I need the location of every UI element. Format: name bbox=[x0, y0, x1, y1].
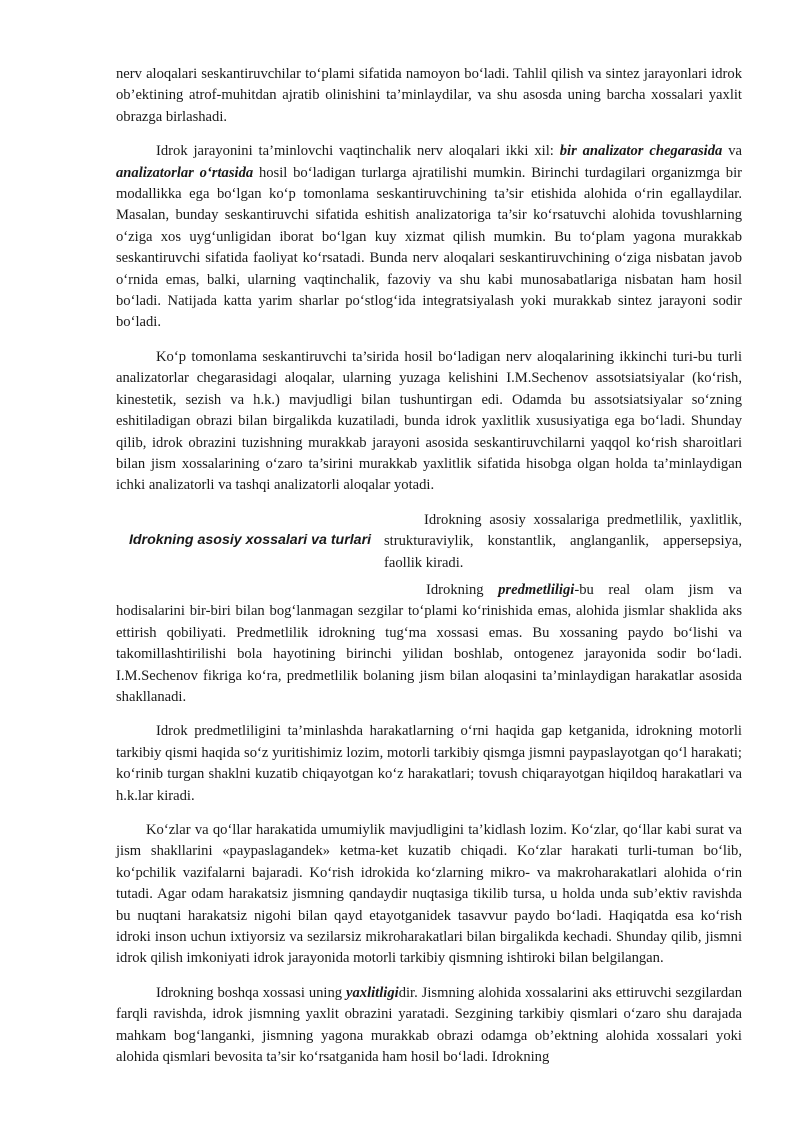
paragraph-5: Idrok predmetliligini ta’minlashda harakatlarning o‘rni haqida gap ketganida, idrokning motorli tarkibiy qismi haqida so‘z yuritishimiz lozim, motorli tarkibiy qismga jismni paypaslayotgan qo‘l harakati; ko‘rinib turgan shaklni kuzatib chiqayotgan ko‘z harakatlari; tovush chiqarayotgan hiqildoq harakatlari va h.k.lar kiradi. bbox=[116, 723, 742, 804]
text-run: Idrokning bbox=[426, 581, 499, 598]
emphasis-term: predmetliligi bbox=[498, 581, 575, 598]
text-run: dir. Jismning alohida xossalarini aks ettiruvchi sezgilardan farqli ravishda, idrok jismning yaxlit obrazini yaratadi. Sezgining tarkibiy qismlari o‘zaro shu darajada mahkam bog‘langanki, jismning yagona murakkab obrazi odamga ob’ektning alohida xossalari yoki alohida qismlari bevosita ta’sir ko‘rsatganida ham hosil bo‘ladi. Idrokning bbox=[116, 984, 742, 1066]
text-run: Idrok jarayonini ta’minlovchi vaqtinchalik nerv aloqalari ikki xil: bbox=[156, 143, 560, 160]
text-run: Idrokning boshqa xossasi uning bbox=[156, 984, 346, 1001]
section-intro-text: Idrokning asosiy xossalariga predmetlilik, yaxlitlik, strukturaviylik, konstantlik, anglanganlik, appersepsiya, faollik kiradi. bbox=[384, 511, 742, 571]
emphasis-term: bir analizator chegarasida bbox=[559, 143, 723, 160]
paragraph-6: Ko‘zlar va qo‘llar harakatida umumiylik mavjudligini ta’kidlash lozim. Ko‘zlar, qo‘llar kabi surat va jism shakllarini «paypaslagandek» ketma-ket kuzatib chiqadi. Ko‘zlar harakati turli-tuman bo‘lib, ko‘pchilik vazifalarni bajaradi. Ko‘rish idrokida ko‘zlarning mikro- va makroharakatlari alohida o‘rin tutadi. Agar odam harakatsiz jismning qandaydir nuqtasiga tikilib tursa, u holda unda sub’ektiv ravishda bu nuqtani harakatsiz nigohi bilan qayd etayotganidek tasavvur paydo bo‘ladi. Haqiqatda esa ko‘rish idroki inson uchun ixtiyorsiz va sezilarsiz mikroharakatlari bilan birgalikda kechadi. Shunday qilib, jismni idrok qilish imkoniyati idrok jarayonida motorli tarkibiy qismning ishtiroki bilan belgilangan. bbox=[116, 822, 742, 967]
text-run: va bbox=[722, 143, 742, 160]
section-heading: Idrokning asosiy xossalari va turlari bbox=[128, 531, 372, 548]
paragraph-2 bbox=[116, 141, 742, 334]
text-run: -bu real olam jism va hodisalarini bir-biri bilan bog‘lanmagan sezgilar to‘plami ko‘rinishida emas, alohida jismlar shaklida aks ettirish qobiliyati. Predmetlilik idrokning tug‘ma xossasi emas. Bu xossaning paydo bo‘lishi va takomillashtirilishi bola hayotining birinchi yilidan boshlab, ontogenez jarayonida sodir bo‘ladi. I.M.Sechenov fikriga ko‘ra, predmetlilik bolaning jism bilan aloqasini ta’minlaydigan harakatlar asosida shakllanadi. bbox=[116, 581, 742, 705]
section-block bbox=[116, 510, 742, 574]
paragraph-1: nerv aloqalari seskantiruvchilar to‘plami sifatida namoyon bo‘ladi. Tahlil qilish va sintez jarayonlari idrok ob’ektining atrof-muhitdan ajratib olinishini ta’minlaydilar, va shu asosda uning barcha xossalari yaxlit obrazga birlashadi. bbox=[116, 66, 742, 125]
section-intro bbox=[384, 510, 742, 574]
paragraph-7 bbox=[116, 983, 742, 1069]
paragraph-3: Ko‘p tomonlama seskantiruvchi ta’sirida hosil bo‘ladigan nerv aloqalarining ikkinchi turi-bu turli analizatorlar chegarasidagi aloqalar, ularning yuzaga kelishini I.M.Sechenov assotsiatsiyalar (ko‘rish, kinestetik, sezish va h.k.) mavjudligi bilan tushuntirgan edi. Odamda bu assotsiatsiyalar so‘zning eshitiladigan obrazi bilan birgalikda kuzatiladi, bunda idrok yaxlitlik xususiyatiga ega bo‘ladi. Shunday qilib, idrok obrazini tuzishning murakkab jarayoni asosida seskantiruvchilarni yaqqol ko‘rish sharoitlari bilan jism xossalarining o‘zaro ta’sirini murakkab yaxlitlik sifatida hisobga olgan holda ta’minlaydigan ichki analizatorli va tashqi analizatorli aloqalar yotadi. bbox=[116, 348, 742, 494]
paragraph-4 bbox=[116, 580, 742, 708]
text-run: hosil bo‘ladigan turlarga ajratilishi mumkin. Birinchi turdagilari organizmga bir modallikka ega bo‘lgan ko‘p tomonlama seskantiruvchining ta’sir etishida alohida o‘rin egallaydilar. Masalan, bunday seskantiruvchi sifatida eshitish analizatoriga ta’sir ko‘rsatuvchi alohida tovushlarning o‘ziga xos uyg‘unligidan iborat bo‘lgan kuy xizmat qilish mumkin. Bu to‘plam yagona murakkab seskantiruvchi sifatida faoliyat ko‘rsatadi. Bunda nerv aloqalari seskantiruvchining o‘ziga nisbatan javob o‘rnida emas, balki, ularning vaqtinchalik, fazoviy va shu kabi munosabatlariga nisbatan ham hosil bo‘ladi. Natijada katta yarim sharlar po‘stlog‘ida integratsiyalash yoki murakkab sintez jarayoni sodir bo‘ladi. bbox=[116, 164, 742, 331]
emphasis-term: analizatorlar o‘rtasida bbox=[116, 164, 254, 181]
emphasis-term: yaxlitligi bbox=[346, 984, 399, 1001]
